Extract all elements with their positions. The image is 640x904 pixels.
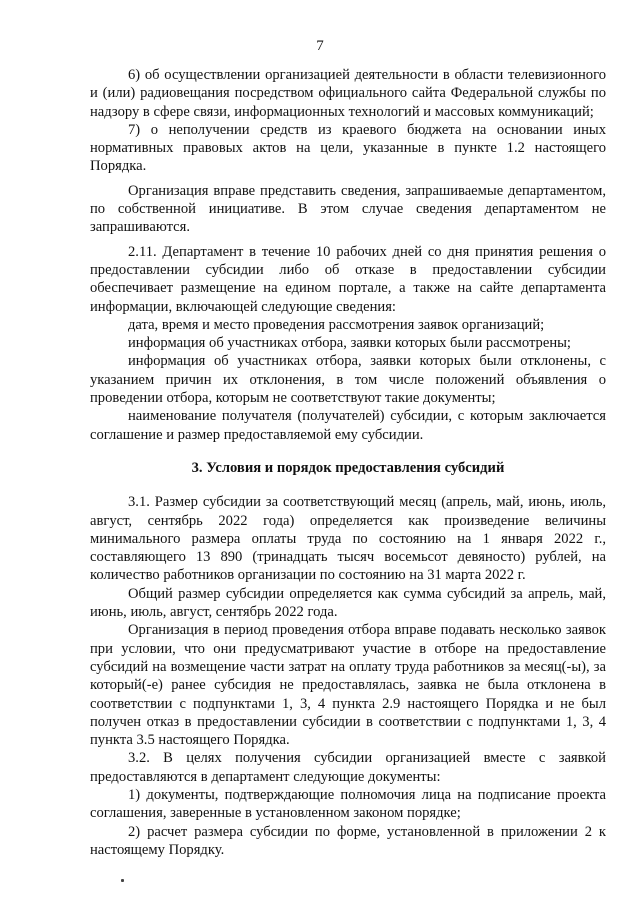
section-heading: 3. Условия и порядок предоставления субсидий bbox=[191, 459, 505, 476]
paragraph-3-2: 3.2. В целях получения субсидии организацией вместе с заявкой предоставляются в департамент следующие документы: bbox=[90, 750, 606, 785]
paragraph-total-amount: Общий размер субсидии определяется как сумма субсидий за апрель, май, июнь, июль, август, сентябрь 2022 года. bbox=[90, 585, 606, 621]
scan-speck bbox=[121, 879, 124, 882]
paragraph-6-telecast: 6) об осуществлении организацией деятельности в области телевизионного и (или) радиовещания посредством официального сайта Федеральной службы по надзору в сфере связи, информационных технологий и массовых коммуникаций; bbox=[90, 67, 606, 120]
list-item-authority-docs: 1) документы, подтверждающие полномочия лица на подписание проекта соглашения, заверенные в установленном законом порядке; bbox=[90, 786, 606, 822]
list-item-reviewed: информация об участниках отбора, заявки которых были рассмотрены; bbox=[128, 335, 571, 352]
paragraph-multiple-applications: Организация в период проведения отбора вправе подавать несколько заявок при условии, что они предусматривают участие в отборе на предоставление субсидий на возмещение части затрат на оплату труда работников за месяц(-ы), за который(-е) ранее субсидия не предоставлялась, заявка не была отклонена в соответствии с подпунктами 1, 3, 4 пункта 2.9 настоящего Порядка и не был получен отказ в предоставлении субсидии в соответствии с подпунктами 1, 3, 4 пункта 3.5 настоящего Порядка. bbox=[90, 622, 606, 749]
page-number: 7 bbox=[316, 38, 324, 54]
list-item-rejected: информация об участниках отбора, заявки которых были отклонены, с указанием причин их отклонения, в том числе положений объявления о проведении отбора, которым не соответствуют такие документы; bbox=[90, 353, 606, 407]
paragraph-7-no-funds: 7) о неполучении средств из краевого бюджета на основании иных нормативных правовых актов на цели, указанные в пункте 1.2 настоящего Порядка. bbox=[90, 121, 606, 175]
document-body bbox=[90, 66, 606, 859]
paragraph-own-initiative: Организация вправе представить сведения, запрашиваемые департаментом, по собственной инициативе. В этом случае сведения департаментом не запрашиваются. bbox=[90, 182, 606, 236]
paragraph-3-1: 3.1. Размер субсидии за соответствующий месяц (апрель, май, июнь, июль, август, сентябрь 2022 года) определяется как произведение величины минимального размера оплаты труда по состоянию на 1 января 2022 г., составляющего 13 890 (тринадцать тысяч восемьсот девяносто) рублей, на количество работников организации по состоянию на 31 марта 2022 г. bbox=[90, 494, 606, 584]
list-item-recipient: наименование получателя (получателей) субсидии, с которым заключается соглашение и размер предоставляемой ему субсидии. bbox=[90, 408, 606, 443]
list-item-date-place: дата, время и место проведения рассмотрения заявок организаций; bbox=[128, 316, 545, 333]
list-item-calculation: 2) расчет размера субсидии по форме, установленной в приложении 2 к настоящему Порядку. bbox=[90, 823, 606, 858]
paragraph-2-11: 2.11. Департамент в течение 10 рабочих дней со дня принятия решения о предоставлении субсидии либо об отказе в предоставлении субсидии обеспечивает размещение на едином портале, а также на сайте департамента информации, включающей следующие сведения: bbox=[90, 243, 606, 315]
